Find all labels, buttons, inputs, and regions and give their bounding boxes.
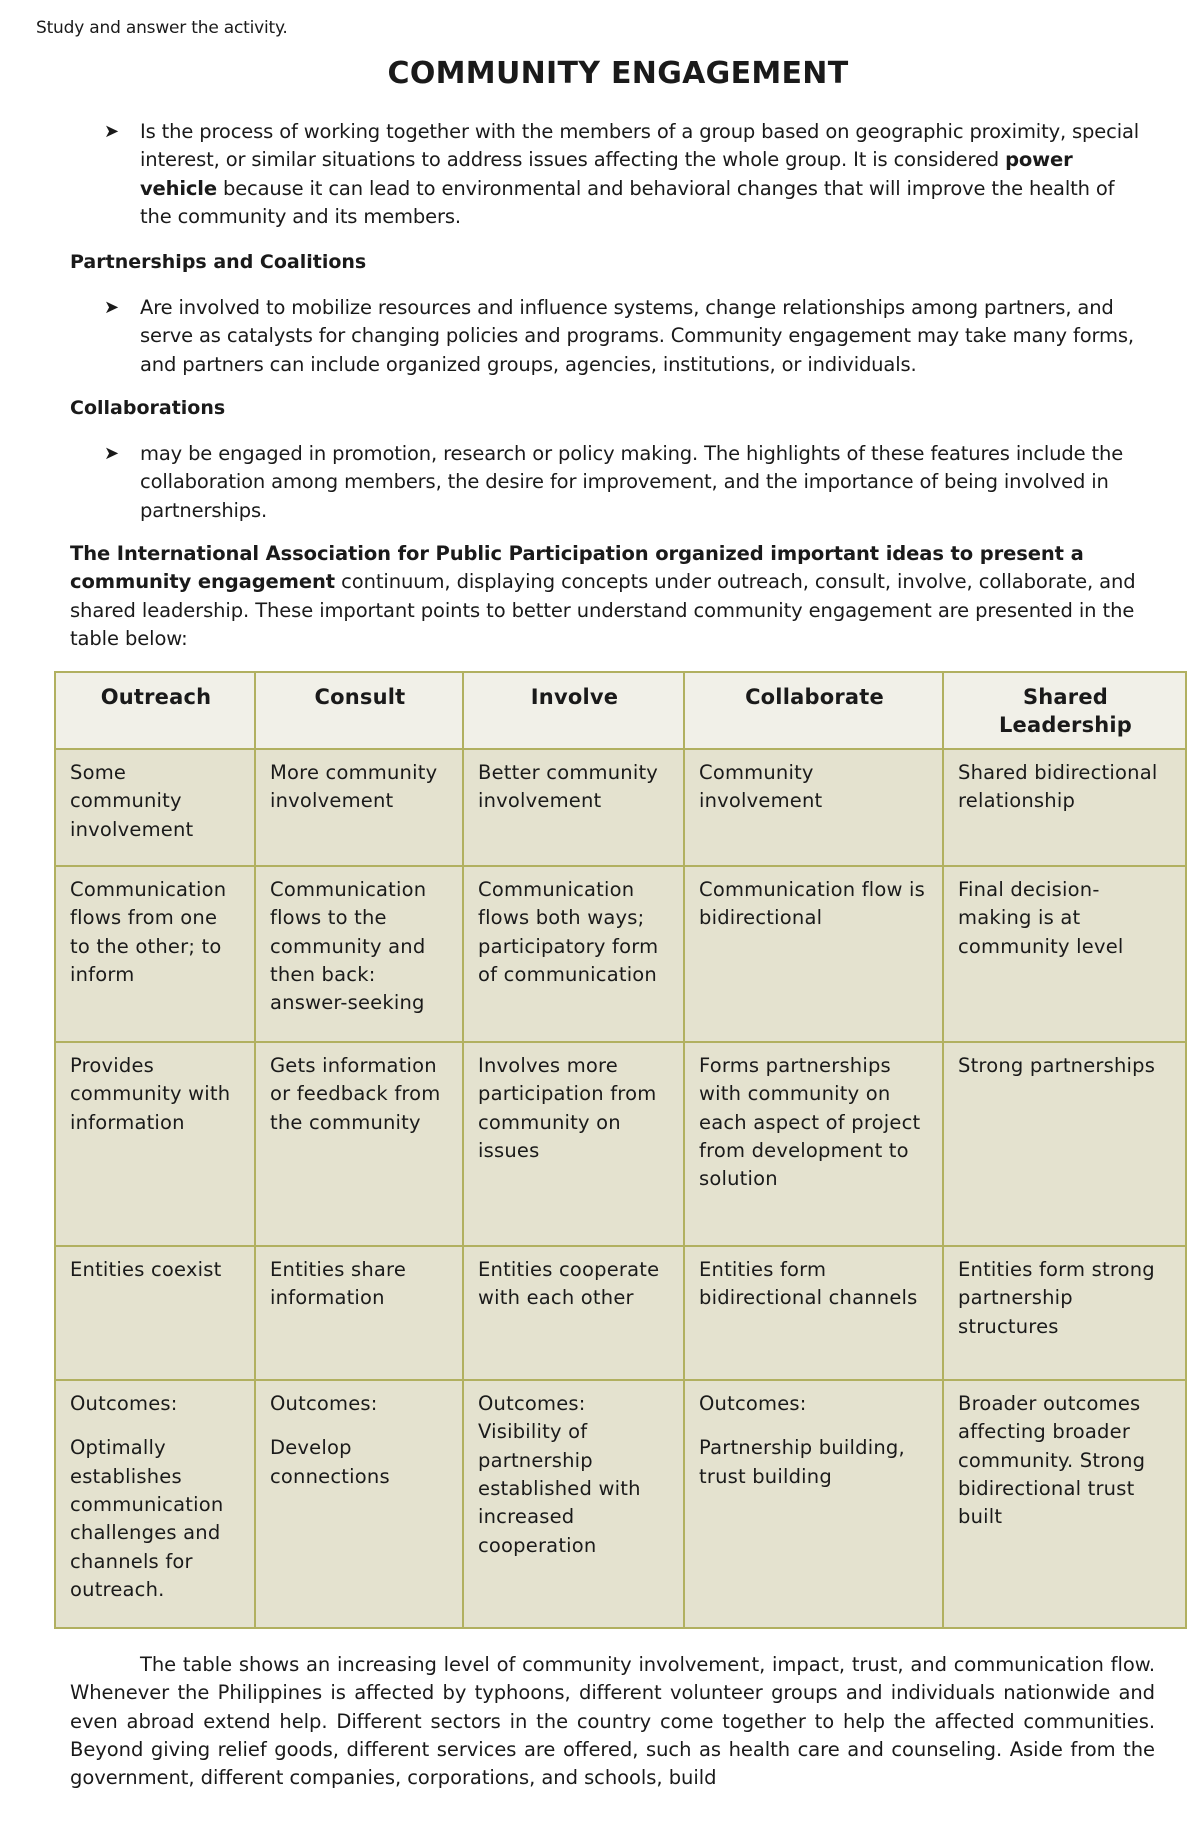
definition-bold-term: power vehicle — [140, 148, 1073, 200]
partnerships-text: Are involved to mobilize resources and influence systems, change relationships among partners, and serve as catalysts for changing policies and programs. Community engagement may take many forms, and partners can include organized groups, agencies, institutions, or individuals. — [140, 296, 1134, 376]
intro-bold-text: The International Association for Public Participation organized important ideas to present a community engagement — [70, 542, 1084, 594]
arrow-bullet-icon: ➤ — [104, 443, 119, 464]
table-cell: Community involvement — [684, 749, 943, 866]
outcome-text: Optimally establishes communication challenges and channels for outreach. — [70, 1436, 224, 1602]
outcome-label: Outcomes: — [270, 1391, 378, 1415]
header-involve: Involve — [463, 672, 684, 749]
outcome-text: Visibility of partnership established with increased cooperation — [478, 1420, 641, 1557]
outcome-text: Broader outcomes affecting broader community. Strong bidirectional trust built — [958, 1391, 1146, 1529]
table-row-outcomes — [55, 1380, 1186, 1628]
table-cell: More community involvement — [255, 749, 463, 866]
table-cell: Forms partnerships with community on each aspect of project from development to solution — [684, 1042, 943, 1246]
table-cell: Communication flows both ways; participatory form of communication — [463, 866, 684, 1042]
intro-paragraph — [70, 540, 1160, 653]
outcome-cell-involve — [463, 1380, 684, 1628]
table-row — [55, 1042, 1186, 1246]
arrow-bullet-icon: ➤ — [104, 297, 119, 318]
table-cell: Strong partnerships — [943, 1042, 1186, 1246]
outcome-cell-collaborate — [684, 1380, 943, 1628]
closing-paragraph: The table shows an increasing level of community involvement, impact, trust, and communication flow. Whenever the Philippines is affected by typhoons, different volunteer groups and individuals nationwide and even abroad extend help. Different sectors in the country come together to help the affected communities. Beyond giving relief goods, different services are offered, such as health care and counseling. Aside from the government, different companies, corporations, and schools, build — [70, 1653, 1155, 1790]
collaborations-heading: Collaborations — [70, 397, 226, 419]
header-consult: Consult — [255, 672, 463, 749]
outcome-cell-outreach — [55, 1380, 255, 1628]
table-row — [55, 749, 1186, 866]
table-cell: Shared bidirectional relationship — [943, 749, 1186, 866]
table-row — [55, 1246, 1186, 1380]
table-header-row — [55, 672, 1186, 749]
outcome-label: Outcomes: — [699, 1391, 807, 1415]
collaborations-bullet — [104, 440, 1144, 526]
table-cell: Final decision-making is at community level — [943, 866, 1186, 1042]
table-cell: Entities form bidirectional channels — [684, 1246, 943, 1380]
collaborations-text: may be engaged in promotion, research or policy making. The highlights of these features include the collaboration among members, the desire for improvement, and the importance of being involved in partnerships. — [140, 442, 1124, 522]
table-cell: Involves more participation from community on issues — [463, 1042, 684, 1246]
definition-text: Is the process of working together with the members of a group based on geographic proximity, special interest, or similar situations to address issues affecting the whole group. It is considered power vehicle because it can lead to environmental and behavioral changes that will improve the health of the community and its members. — [140, 120, 1140, 228]
outcome-text: Develop connections — [270, 1436, 390, 1488]
table-cell: Communication flow is bidirectional — [684, 866, 943, 1042]
outcome-label: Outcomes: — [478, 1391, 586, 1415]
table-cell: Communication flows from one to the other; to inform — [55, 866, 255, 1042]
header-shared-leadership: Shared Leadership — [943, 672, 1186, 749]
table-cell: Entities form strong partnership structures — [943, 1246, 1186, 1380]
table-cell: Some community involvement — [55, 749, 255, 866]
table-cell: Communication flows to the community and then back: answer-seeking — [255, 866, 463, 1042]
table-cell: Entities coexist — [55, 1246, 255, 1380]
page-title: COMMUNITY ENGAGEMENT — [387, 56, 849, 91]
outcome-cell-consult — [255, 1380, 463, 1628]
table-cell: Entities share information — [255, 1246, 463, 1380]
intro-rest-text: continuum, displaying concepts under outreach, consult, involve, collaborate, and shared leadership. These important points to better understand community engagement are presented in the table below: — [70, 570, 1136, 650]
partnerships-bullet — [104, 294, 1144, 380]
outcome-text: Partnership building, trust building — [699, 1436, 905, 1488]
table-row — [55, 866, 1186, 1042]
table-cell: Provides community with information — [55, 1042, 255, 1246]
table-cell: Better community involvement — [463, 749, 684, 866]
header-outreach: Outreach — [55, 672, 255, 749]
table-cell: Entities cooperate with each other — [463, 1246, 684, 1380]
header-collaborate: Collaborate — [684, 672, 943, 749]
outcome-label: Outcomes: — [70, 1391, 178, 1415]
engagement-continuum-table — [54, 671, 1187, 1629]
table-cell: Gets information or feedback from the community — [255, 1042, 463, 1246]
definition-bullet — [104, 118, 1144, 232]
partnerships-heading: Partnerships and Coalitions — [70, 251, 367, 273]
outcome-cell-shared-leadership — [943, 1380, 1186, 1628]
arrow-bullet-icon: ➤ — [104, 121, 119, 142]
instruction-text: Study and answer the activity. — [36, 18, 288, 38]
